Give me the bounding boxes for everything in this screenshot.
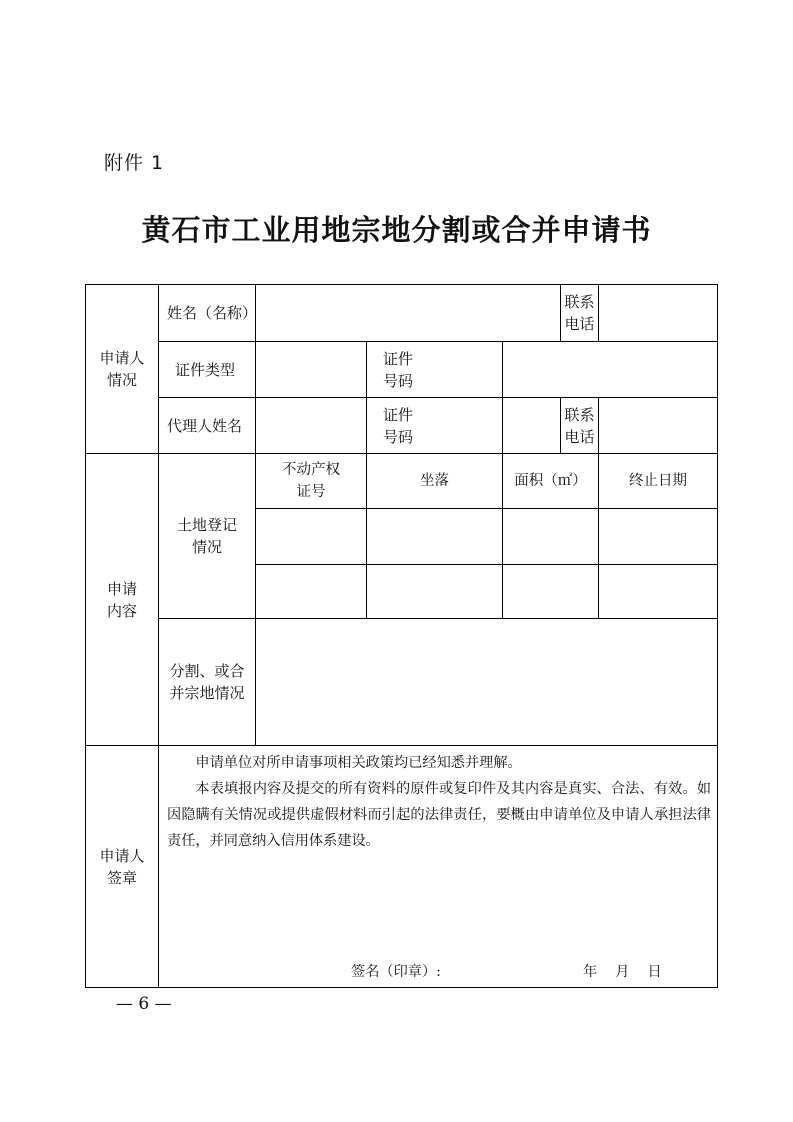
phone-label: 联系 电话 xyxy=(561,285,599,342)
name-field[interactable] xyxy=(256,285,561,342)
split-merge-label: 分割、或合 并宗地情况 xyxy=(159,619,256,746)
application-form-table xyxy=(85,284,718,988)
declaration-cell xyxy=(159,746,718,988)
name-label: 姓名（名称） xyxy=(159,285,256,342)
form-title: 黄石市工业用地宗地分割或合并申请书 xyxy=(141,213,652,247)
location-cell[interactable] xyxy=(367,509,503,565)
page-number: — 6 — xyxy=(116,994,172,1014)
declaration-statement-1: 申请单位对所申请事项相关政策均已经知悉并理解。 xyxy=(195,755,522,771)
id-number-field[interactable] xyxy=(503,342,718,398)
end-date-header: 终止日期 xyxy=(599,454,718,509)
agent-id-number-label: 证件 号码 xyxy=(367,398,503,454)
agent-phone-label: 联系 电话 xyxy=(561,398,599,454)
declaration-statement-2: 本表填报内容及提交的所有资料的原件或复印件及其内容是真实、合法、有效。如因隐瞒有关情况或提供虚假材料而引起的法律责任，要概由申请单位及申请人承担法律责任，并同意纳入信用体系建设。 xyxy=(167,781,712,849)
location-cell[interactable] xyxy=(367,565,503,619)
id-type-field[interactable] xyxy=(256,342,367,398)
signature-label: 签名（印章）: xyxy=(351,964,441,980)
phone-field[interactable] xyxy=(599,285,718,342)
area-cell[interactable] xyxy=(503,565,599,619)
agent-phone-field[interactable] xyxy=(599,398,718,454)
id-number-label: 证件 号码 xyxy=(367,342,503,398)
split-merge-field[interactable] xyxy=(256,619,718,746)
area-header: 面积（㎡） xyxy=(503,454,599,509)
attachment-label: 附件 1 xyxy=(104,152,165,174)
signature-section-label: 申请人 签章 xyxy=(86,746,159,988)
cert-number-cell[interactable] xyxy=(256,509,367,565)
agent-id-number-field[interactable] xyxy=(503,398,561,454)
applicant-section-label: 申请人 情况 xyxy=(86,285,159,454)
end-date-cell[interactable] xyxy=(599,509,718,565)
date-label: 年 月 日 xyxy=(583,964,662,980)
agent-name-label: 代理人姓名 xyxy=(159,398,256,454)
id-type-label: 证件类型 xyxy=(159,342,256,398)
content-section-label: 申请 内容 xyxy=(86,454,159,746)
location-header: 坐落 xyxy=(367,454,503,509)
cert-number-cell[interactable] xyxy=(256,565,367,619)
area-cell[interactable] xyxy=(503,509,599,565)
end-date-cell[interactable] xyxy=(599,565,718,619)
agent-name-field[interactable] xyxy=(256,398,367,454)
cert-number-header: 不动产权 证号 xyxy=(256,454,367,509)
land-registration-label: 土地登记 情况 xyxy=(159,454,256,619)
